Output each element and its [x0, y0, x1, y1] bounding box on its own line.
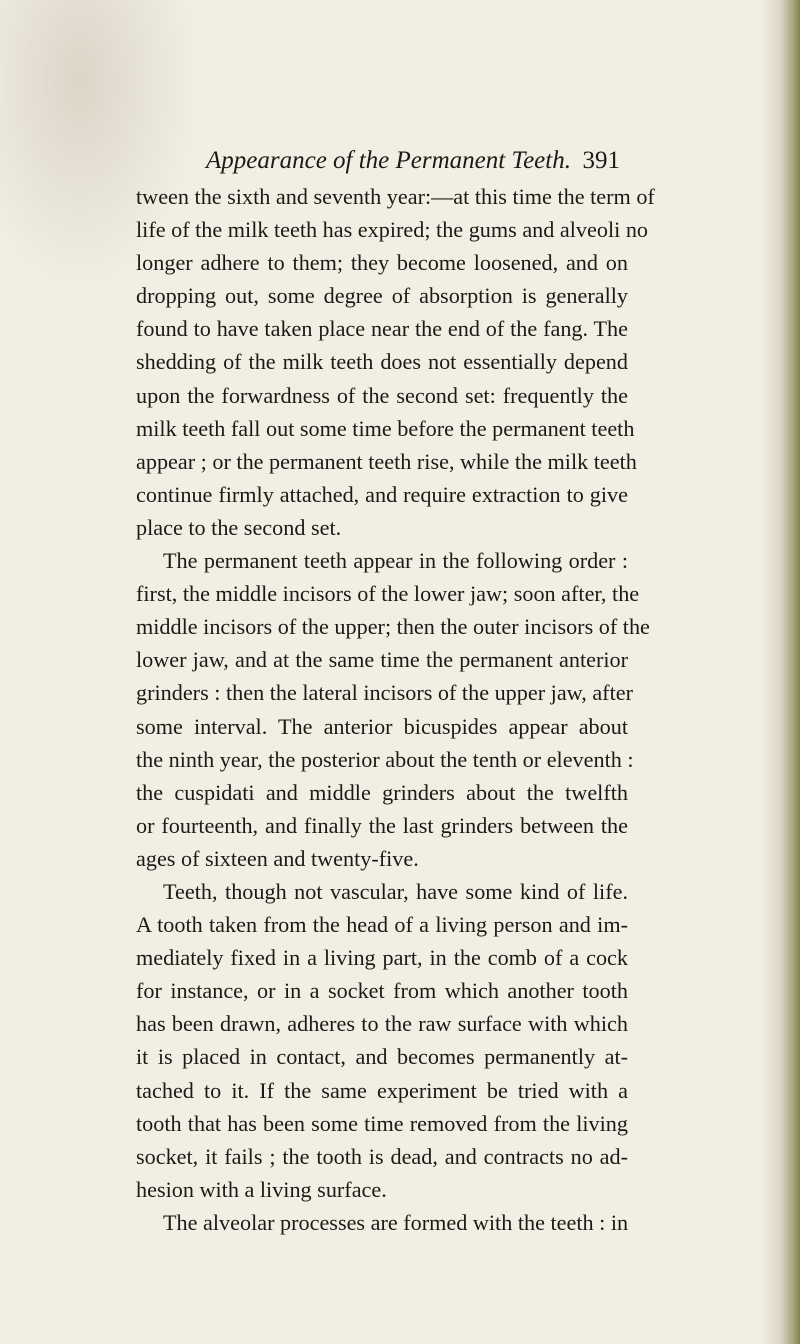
- text-line: ages of sixteen and twenty-five.: [136, 845, 419, 871]
- text-line: middle incisors of the upper; then the outer incisors of the: [136, 614, 650, 640]
- text-line: the cuspidati and middle grinders about the twelfth: [136, 779, 628, 805]
- text-line: the ninth year, the posterior about the tenth or eleventh :: [136, 746, 634, 772]
- text-line: has been drawn, adheres to the raw surface with which: [136, 1011, 628, 1037]
- text-line: mediately fixed in a living part, in the comb of a cock: [136, 945, 628, 971]
- text-line: tween the sixth and seventh year:—at this time the term of: [136, 184, 655, 209]
- page-edge-shadow: [782, 0, 800, 1344]
- running-head: [206, 146, 620, 176]
- text-line: tooth that has been some time removed from the living: [136, 1110, 628, 1136]
- text-line: first, the middle incisors of the lower jaw; soon after, the: [136, 581, 640, 607]
- text-line: appear ; or the permanent teeth rise, while the milk teeth: [136, 448, 637, 474]
- text-line: some interval. The anterior bicuspides appear about: [136, 713, 628, 739]
- text-line: continue firmly attached, and require extraction to give: [136, 481, 628, 507]
- text-line: tached to it. If the same experiment be tried with a: [136, 1077, 628, 1103]
- text-line: The permanent teeth appear in the following order :: [163, 548, 628, 574]
- text-line: The alveolar processes are formed with the teeth : in: [163, 1209, 629, 1235]
- text-line: milk teeth fall out some time before the permanent teeth: [136, 415, 635, 441]
- text-line: or fourteenth, and finally the last grinders between the: [136, 812, 628, 838]
- text-line: for instance, or in a socket from which another tooth: [136, 978, 628, 1004]
- text-line: dropping out, some degree of absorption is generally: [136, 283, 628, 309]
- text-line: longer adhere to them; they become loosened, and on: [136, 250, 628, 276]
- text-line: life of the milk teeth has expired; the gums and alveoli no: [136, 217, 649, 243]
- text-line: Teeth, though not vascular, have some kind of life.: [163, 878, 628, 904]
- text-line: lower jaw, and at the same time the permanent anterior: [136, 647, 628, 673]
- body-text: [136, 180, 655, 1239]
- text-line: upon the forwardness of the second set: frequently the: [136, 382, 628, 408]
- text-line: grinders : then the lateral incisors of the upper jaw, after: [136, 680, 633, 706]
- page-number: 391: [582, 147, 620, 174]
- text-line: socket, it fails ; the tooth is dead, and contracts no ad-: [136, 1143, 628, 1169]
- text-line: found to have taken place near the end of the fang. The: [136, 316, 628, 342]
- text-line: shedding of the milk teeth does not essentially depend: [136, 349, 628, 375]
- text-line: it is placed in contact, and becomes permanently at-: [136, 1044, 628, 1070]
- text-line: hesion with a living surface.: [136, 1176, 387, 1202]
- text-line: A tooth taken from the head of a living person and im-: [136, 912, 628, 938]
- text-line: place to the second set.: [136, 514, 342, 540]
- running-head-title: Appearance of the Permanent Teeth.: [206, 147, 571, 174]
